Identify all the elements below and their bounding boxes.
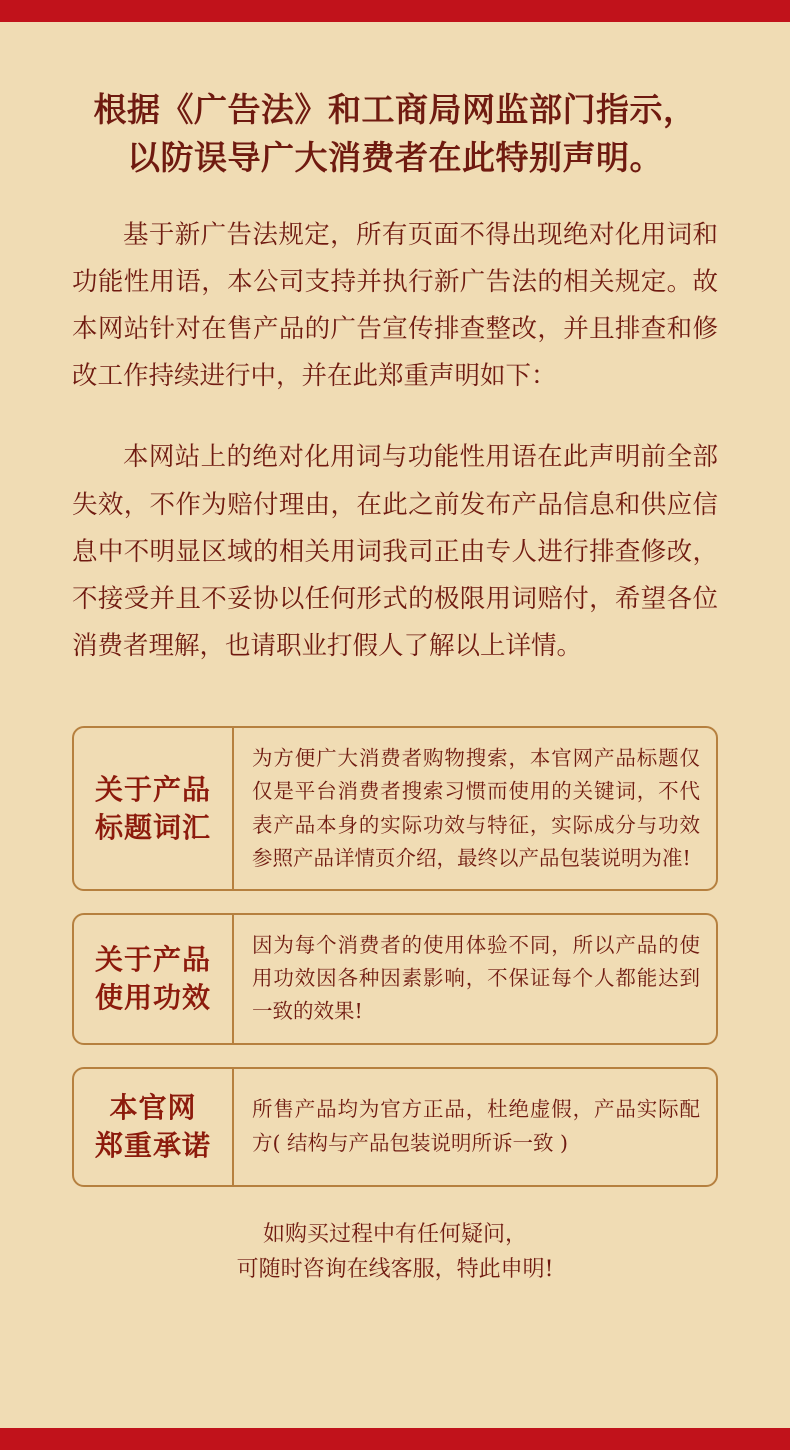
card-body-text: 所售产品均为官方正品，杜绝虚假，产品实际配方( 结构与产品包装说明所诉一致 )	[252, 1097, 700, 1155]
page-title-line-2: 以防误导广大消费者在此特别声明。	[127, 137, 663, 177]
statement-card	[72, 1067, 718, 1187]
card-body	[234, 728, 716, 889]
statement-paragraph-2: 本网站上的绝对化用词与功能性用语在此声明前全部失效，不作为赔付理由，在此之前发布产品信息和供应信息中不明显区域的相关用词我司正由专人进行排查修改，不接受并且不妥协以任何形式的极限用词赔付，希望各位消费者理解，也请职业打假人了解以上详情。	[72, 442, 718, 662]
card-body	[234, 915, 716, 1043]
statement-content	[0, 22, 790, 1428]
card-body-text: 为方便广大消费者购物搜索，本官网产品标题仅仅是平台消费者搜索习惯而使用的关键词，不代表产品本身的实际功效与特征，实际成分与功效参照产品详情页介绍，最终以产品包装说明为准!	[252, 746, 700, 870]
card-title-line-2: 郑重承诺	[94, 1128, 211, 1162]
footer-note	[72, 1217, 718, 1287]
card-title	[74, 728, 234, 889]
page-title	[72, 86, 718, 182]
card-title-line-2: 使用功效	[94, 980, 211, 1014]
card-title	[74, 1069, 234, 1185]
card-title-line-1: 关于产品	[94, 772, 211, 806]
footer-note-line-2: 可随时咨询在线客服，特此申明!	[236, 1256, 554, 1282]
statement-card	[72, 913, 718, 1045]
card-body-text: 因为每个消费者的使用体验不同，所以产品的使用功效因各种因素影响，不保证每个人都能达到一致的效果!	[252, 933, 700, 1024]
card-body	[234, 1069, 716, 1185]
card-title	[74, 915, 234, 1043]
top-accent-bar	[0, 0, 790, 22]
bottom-accent-bar	[0, 1428, 790, 1450]
page-title-line-1: 根据《广告法》和工商局网监部门指示，	[93, 90, 697, 129]
footer-note-line-1: 如购买过程中有任何疑问，	[262, 1221, 527, 1247]
card-title-line-1: 本官网	[109, 1090, 197, 1124]
card-title-line-1: 关于产品	[94, 943, 211, 977]
statement-card	[72, 726, 718, 891]
card-title-line-2: 标题词汇	[94, 810, 211, 844]
statement-card-list	[72, 726, 718, 1186]
statement-paragraph-1: 基于新广告法规定，所有页面不得出现绝对化用词和功能性用语，本公司支持并执行新广告法的相关规定。故本网站针对在售产品的广告宣传排查整改，并且排查和修改工作持续进行中，并在此郑重声明如下：	[72, 219, 718, 392]
